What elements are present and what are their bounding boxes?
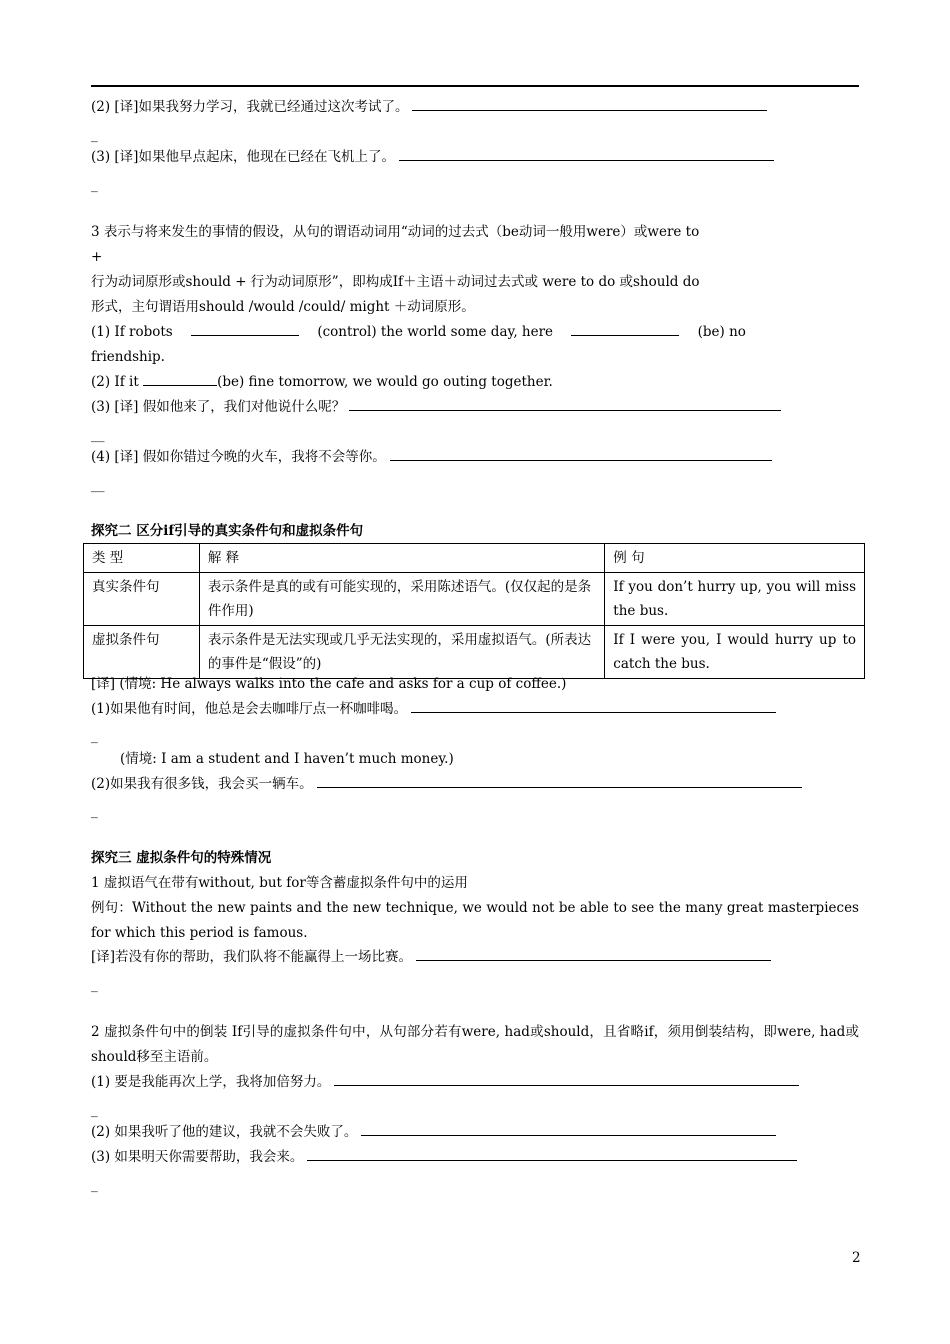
rule3-line2: 行为动词原形或should + 行为动词原形”，即构成If＋主语＋动词过去式或 were to do 或should do: [91, 274, 700, 290]
context-1: [译] (情境: He always walks into the cafe and asks for a cup of coffee.): [91, 676, 567, 692]
explore2-t2: [91, 775, 802, 793]
translate-4: [91, 448, 772, 466]
exercise-2: [91, 373, 553, 391]
explore3-q2: [91, 1123, 776, 1141]
answer-blank[interactable]: [191, 323, 299, 336]
dash-mark: _: [91, 977, 98, 993]
dash-mark: __: [91, 477, 105, 493]
answer-blank[interactable]: [416, 948, 771, 961]
translate-3: [91, 398, 781, 416]
explore3-q3-text: (3) 如果明天你需要帮助，我会来。: [91, 1149, 304, 1165]
translate-3-text: (3) [译] 假如他来了，我们对他说什么呢？: [91, 399, 346, 415]
header-explain: 解 释: [199, 544, 604, 573]
q1-part-c: (be) no: [697, 324, 746, 340]
explore3-example: 例句：Without the new paints and the new technique, we would not be able to see the many great masterpieces for which this period is famous.: [91, 900, 859, 941]
answer-blank[interactable]: [571, 323, 679, 336]
row-example: If you don’t hurry up, you will miss the bus.: [605, 573, 865, 626]
dash-mark: _: [91, 1102, 98, 1118]
explore3-t1: [91, 948, 771, 966]
dash-mark: _: [91, 127, 98, 143]
answer-blank[interactable]: [411, 700, 776, 713]
explore2-title: 探究二 区分if引导的真实条件句和虚拟条件句: [91, 523, 364, 539]
explore2-t1: [91, 700, 776, 718]
header-type: 类 型: [84, 544, 200, 573]
rule3-line1: 3 表示与将来发生的事情的假设，从句的谓语动词用“动词的过去式（be动词一般用were）或were to: [91, 224, 700, 240]
q2-line: [91, 98, 767, 116]
q3-text: (3) [译]如果他早点起床，他现在已经在飞机上了。: [91, 149, 395, 165]
explore3-item1: 1 虚拟语气在带有without, but for等含蓄虚拟条件句中的运用: [91, 875, 468, 891]
q3-line: [91, 148, 774, 166]
dash-mark: __: [91, 427, 105, 443]
row-type: 虚拟条件句: [84, 626, 200, 679]
answer-blank[interactable]: [412, 98, 767, 111]
rule3-plus: +: [91, 249, 103, 265]
answer-blank[interactable]: [307, 1148, 797, 1161]
rule3-line3: 形式，主句谓语用should /would /could/ might ＋动词原形。: [91, 299, 475, 315]
q2-text: (2) [译]如果我努力学习，我就已经通过这次考试了。: [91, 99, 409, 115]
translate-4-text: (4) [译] 假如你错过今晚的火车，我将不会等你。: [91, 449, 386, 465]
row-explain: 表示条件是真的或有可能实现的，采用陈述语气。(仅仅起的是条件作用): [199, 573, 604, 626]
answer-blank[interactable]: [317, 775, 802, 788]
header-example: 例 句: [605, 544, 865, 573]
explore3-t1-text: [译]若没有你的帮助，我们队将不能赢得上一场比赛。: [91, 949, 413, 965]
explore2-t2-text: (2)如果我有很多钱，我会买一辆车。: [91, 776, 313, 792]
table-header-row: [84, 544, 865, 573]
explore2-t1-text: (1)如果他有时间，他总是会去咖啡厅点一杯咖啡喝。: [91, 701, 408, 717]
row-example: If I were you, I would hurry up to catch the bus.: [605, 626, 865, 679]
q1-part-b: (control) the world some day, here: [317, 324, 554, 340]
answer-blank[interactable]: [349, 398, 781, 411]
explore3-item2: 2 虚拟条件句中的倒装 If引导的虚拟条件句中，从句部分若有were, had或should，且省略if，须用倒装结构，即were, had或should移至主语前。: [91, 1024, 859, 1065]
exercise-1: [91, 323, 859, 341]
dash-mark: _: [91, 728, 98, 744]
explore3-title: 探究三 虚拟条件句的特殊情况: [91, 850, 272, 866]
explore3-q3: [91, 1148, 797, 1166]
dash-mark: _: [91, 803, 98, 819]
dash-mark: _: [91, 1177, 98, 1193]
q2-part-a: (2) If it: [91, 374, 139, 390]
dash-mark: _: [91, 177, 98, 193]
context-2: (情境: I am a student and I haven’t much money.): [120, 751, 454, 767]
answer-blank[interactable]: [390, 448, 772, 461]
comparison-table: [83, 543, 865, 679]
answer-blank[interactable]: [361, 1123, 776, 1136]
answer-blank[interactable]: [334, 1073, 799, 1086]
page-number: 2: [852, 1250, 861, 1266]
row-type: 真实条件句: [84, 573, 200, 626]
table-row: [84, 626, 865, 679]
explore3-q1: [91, 1073, 799, 1091]
row-explain: 表示条件是无法实现或几乎无法实现的，采用虚拟语气。(所表达的事件是“假设”的): [199, 626, 604, 679]
answer-blank[interactable]: [143, 373, 217, 386]
top-rule: [91, 85, 859, 87]
q1-part-d: friendship.: [91, 349, 165, 365]
q1-part-a: (1) If robots: [91, 324, 173, 340]
answer-blank[interactable]: [399, 148, 774, 161]
q2-part-b: (be) fine tomorrow, we would go outing together.: [217, 374, 553, 390]
explore3-q1-text: (1) 要是我能再次上学，我将加倍努力。: [91, 1074, 331, 1090]
explore3-q2-text: (2) 如果我听了他的建议，我就不会失败了。: [91, 1124, 358, 1140]
table-row: [84, 573, 865, 626]
